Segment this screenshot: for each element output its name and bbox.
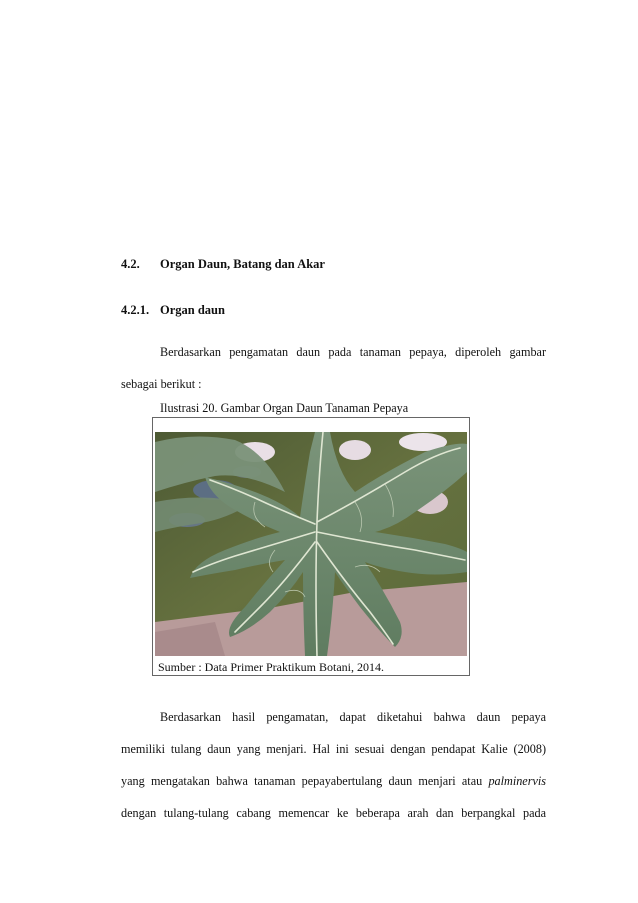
figure-source: Sumber : Data Primer Praktikum Botani, 2014. <box>158 660 384 674</box>
body-line-2: memiliki tulang daun yang menjari. Hal ini sesuai dengan pendapat Kalie (2008) <box>121 742 546 756</box>
figure-box <box>152 417 470 676</box>
subsection-number: 4.2.1. <box>121 303 150 317</box>
papaya-leaf-photo <box>155 432 467 656</box>
body-line-1: Berdasarkan hasil pengamatan, dapat diketahui bahwa daun pepaya <box>160 710 546 724</box>
subsection-title: Organ daun <box>160 303 225 317</box>
section-number: 4.2. <box>121 257 140 271</box>
intro-line-1: Berdasarkan pengamatan daun pada tanaman pepaya, diperoleh gambar <box>160 345 546 359</box>
body-line-3-text: yang mengatakan bahwa tanaman pepayabertulang daun menjari atau <box>121 774 489 788</box>
section-title: Organ Daun, Batang dan Akar <box>160 257 325 271</box>
body-line-4: dengan tulang-tulang cabang memencar ke beberapa arah dan berpangkal pada <box>121 806 546 820</box>
body-term-palminervis: palminervis <box>488 774 546 788</box>
body-line-3 <box>121 772 546 790</box>
intro-line-2: sebagai berikut : <box>121 377 202 391</box>
figure-caption: Ilustrasi 20. Gambar Organ Daun Tanaman Pepaya <box>160 401 409 415</box>
